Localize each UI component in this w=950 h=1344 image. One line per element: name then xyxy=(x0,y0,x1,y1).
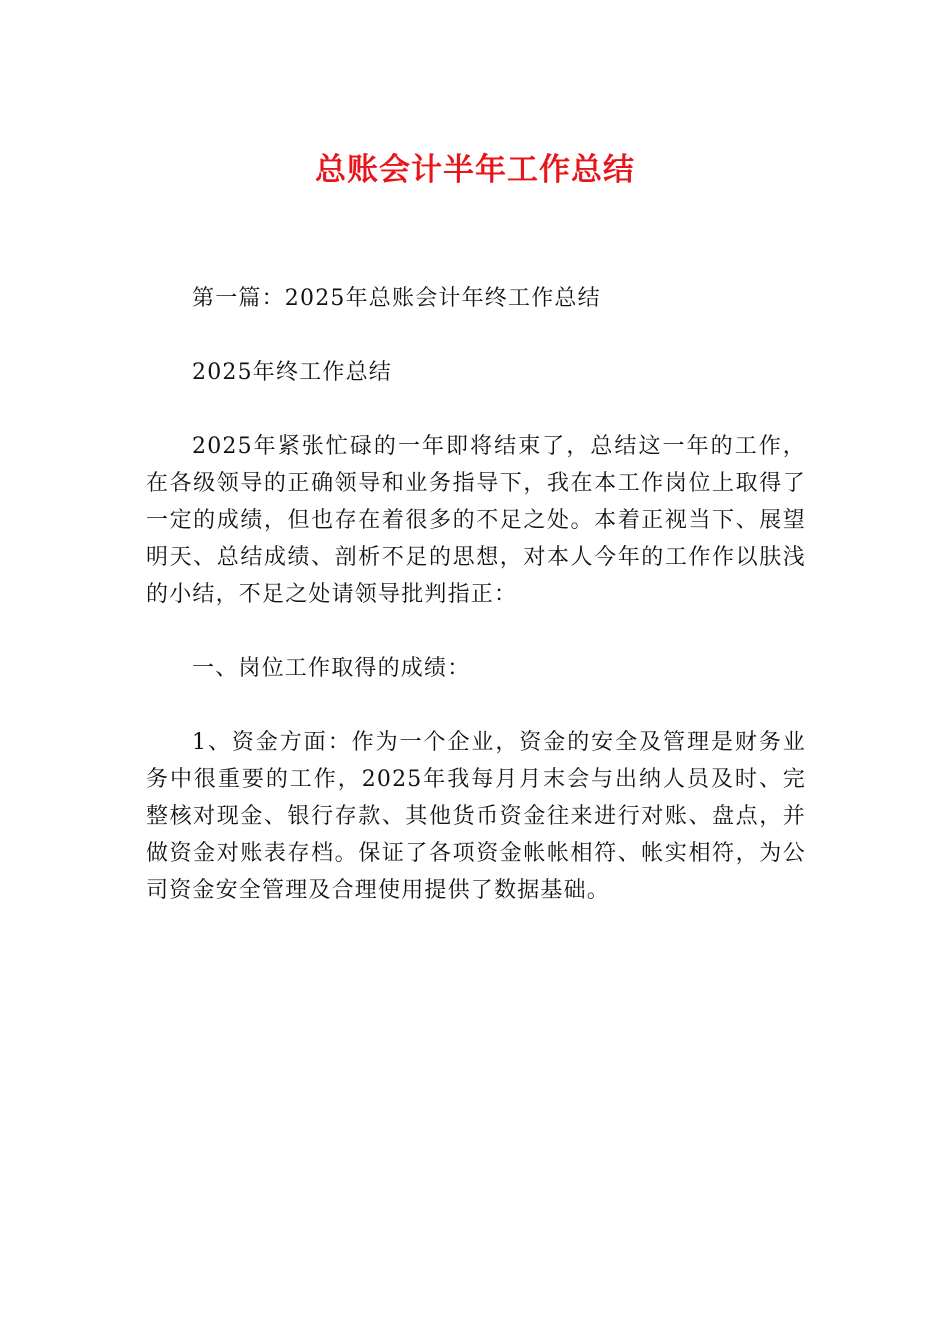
section-heading: 第一篇：2025年总账会计年终工作总结 xyxy=(192,286,601,311)
document-body xyxy=(146,280,806,946)
achievements-heading: 一、岗位工作取得的成绩： xyxy=(192,656,471,681)
document-title: 总账会计半年工作总结 xyxy=(315,152,635,188)
subsection-heading: 2025年终工作总结 xyxy=(192,360,392,385)
funds-paragraph: 1、资金方面：作为一个企业，资金的安全及管理是财务业务中很重要的工作，2025年我每月月末会与出纳人员及时、完整核对现金、银行存款、其他货币资金往来进行对账、盘点，并做资金对账表存档。保证了各项资金帐帐相符、帐实相符，为公司资金安全管理及合理使用提供了数据基础。 xyxy=(146,730,806,903)
intro-paragraph: 2025年紧张忙碌的一年即将结束了，总结这一年的工作，在各级领导的正确领导和业务指导下，我在本工作岗位上取得了一定的成绩，但也存在着很多的不足之处。本着正视当下、展望明天、总结成绩、剖析不足的思想，对本人今年的工作作以肤浅的小结，不足之处请领导批判指正： xyxy=(146,434,806,607)
